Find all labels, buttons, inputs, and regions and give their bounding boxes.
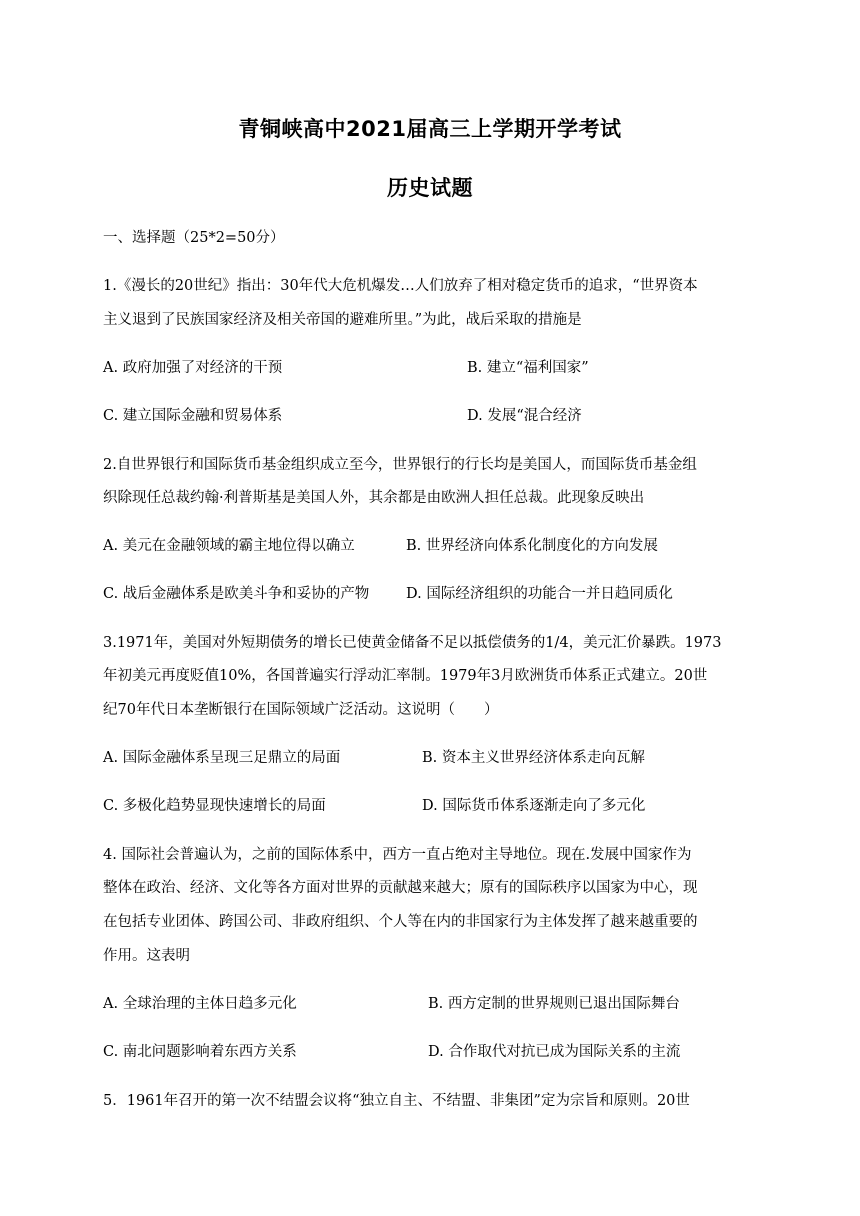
exam-title: 青铜峡高中2021届高三上学期开学考试 <box>238 117 622 141</box>
question-3-line-3: 纪70年代日本垄断银行在国际领域广泛活动。这说明（ ） <box>103 702 499 718</box>
question-4-line-3: 在包括专业团体、跨国公司、非政府组织、个人等在内的非国家行为主体发挥了越来越重要的 <box>103 914 698 930</box>
question-1-line-1: 1.《漫长的20世纪》指出：30年代大危机爆发…人们放弃了相对稳定货币的追求，“世界资本 <box>103 278 698 294</box>
question-3-line-2: 年初美元再度贬值10%，各国普遍实行浮动汇率制。1979年3月欧洲货币体系正式建立。20世 <box>103 668 708 684</box>
question-3-option-d: D. 国际货币体系逐渐走向了多元化 <box>422 798 646 814</box>
question-4-line-2: 整体在政治、经济、文化等各方面对世界的贡献越来越大；原有的国际秩序以国家为中心，现 <box>103 880 698 896</box>
question-3-line-1: 3.1971年，美国对外短期债务的增长已使黄金储备不足以抵偿债务的1/4，美元汇价暴跌。1973 <box>103 635 722 651</box>
question-2-line-1: 2.自世界银行和国际货币基金组织成立至今，世界银行的行长均是美国人，而国际货币基金组 <box>103 457 697 473</box>
question-3-option-c: C. 多极化趋势显现快速增长的局面 <box>103 798 326 814</box>
question-3-option-a: A. 国际金融体系呈现三足鼎立的局面 <box>103 750 341 766</box>
question-1-option-a: A. 政府加强了对经济的干预 <box>103 360 283 376</box>
question-4-option-a: A. 全球治理的主体日趋多元化 <box>103 996 297 1012</box>
section-heading: 一、选择题（25*2=50分） <box>103 230 285 246</box>
question-4-line-4: 作用。这表明 <box>103 948 190 964</box>
question-2-option-a: A. 美元在金融领域的霸主地位得以确立 <box>103 538 355 554</box>
question-4-option-d: D. 合作取代对抗已成为国际关系的主流 <box>428 1044 681 1060</box>
question-4-option-b: B. 西方定制的世界规则已退出国际舞台 <box>428 996 680 1012</box>
question-1-option-d: D. 发展“混合经济 <box>467 408 582 424</box>
question-4-option-c: C. 南北问题影响着东西方关系 <box>103 1044 297 1060</box>
question-2-line-2: 织除现任总裁约翰·利普斯基是美国人外，其余都是由欧洲人担任总裁。此现象反映出 <box>103 490 645 506</box>
question-2-option-b: B. 世界经济向体系化制度化的方向发展 <box>406 538 658 554</box>
question-2-option-d: D. 国际经济组织的功能合一并日趋同质化 <box>406 586 673 602</box>
question-1-option-c: C. 建立国际金融和贸易体系 <box>103 408 283 424</box>
question-1-line-2: 主义退到了民族国家经济及相关帝国的避难所里。”为此，战后采取的措施是 <box>103 312 582 328</box>
question-4-line-1: 4. 国际社会普遍认为，之前的国际体系中，西方一直占绝对主导地位。现在.发展中国家作为 <box>103 847 692 863</box>
question-5-line-1: 5．1961年召开的第一次不结盟会议将“独立自主、不结盟、非集团”定为宗旨和原则。20世 <box>103 1093 690 1109</box>
exam-subtitle: 历史试题 <box>387 176 473 200</box>
question-1-option-b: B. 建立“福利国家” <box>467 360 589 376</box>
question-3-option-b: B. 资本主义世界经济体系走向瓦解 <box>422 750 645 766</box>
question-2-option-c: C. 战后金融体系是欧美斗争和妥协的产物 <box>103 586 370 602</box>
